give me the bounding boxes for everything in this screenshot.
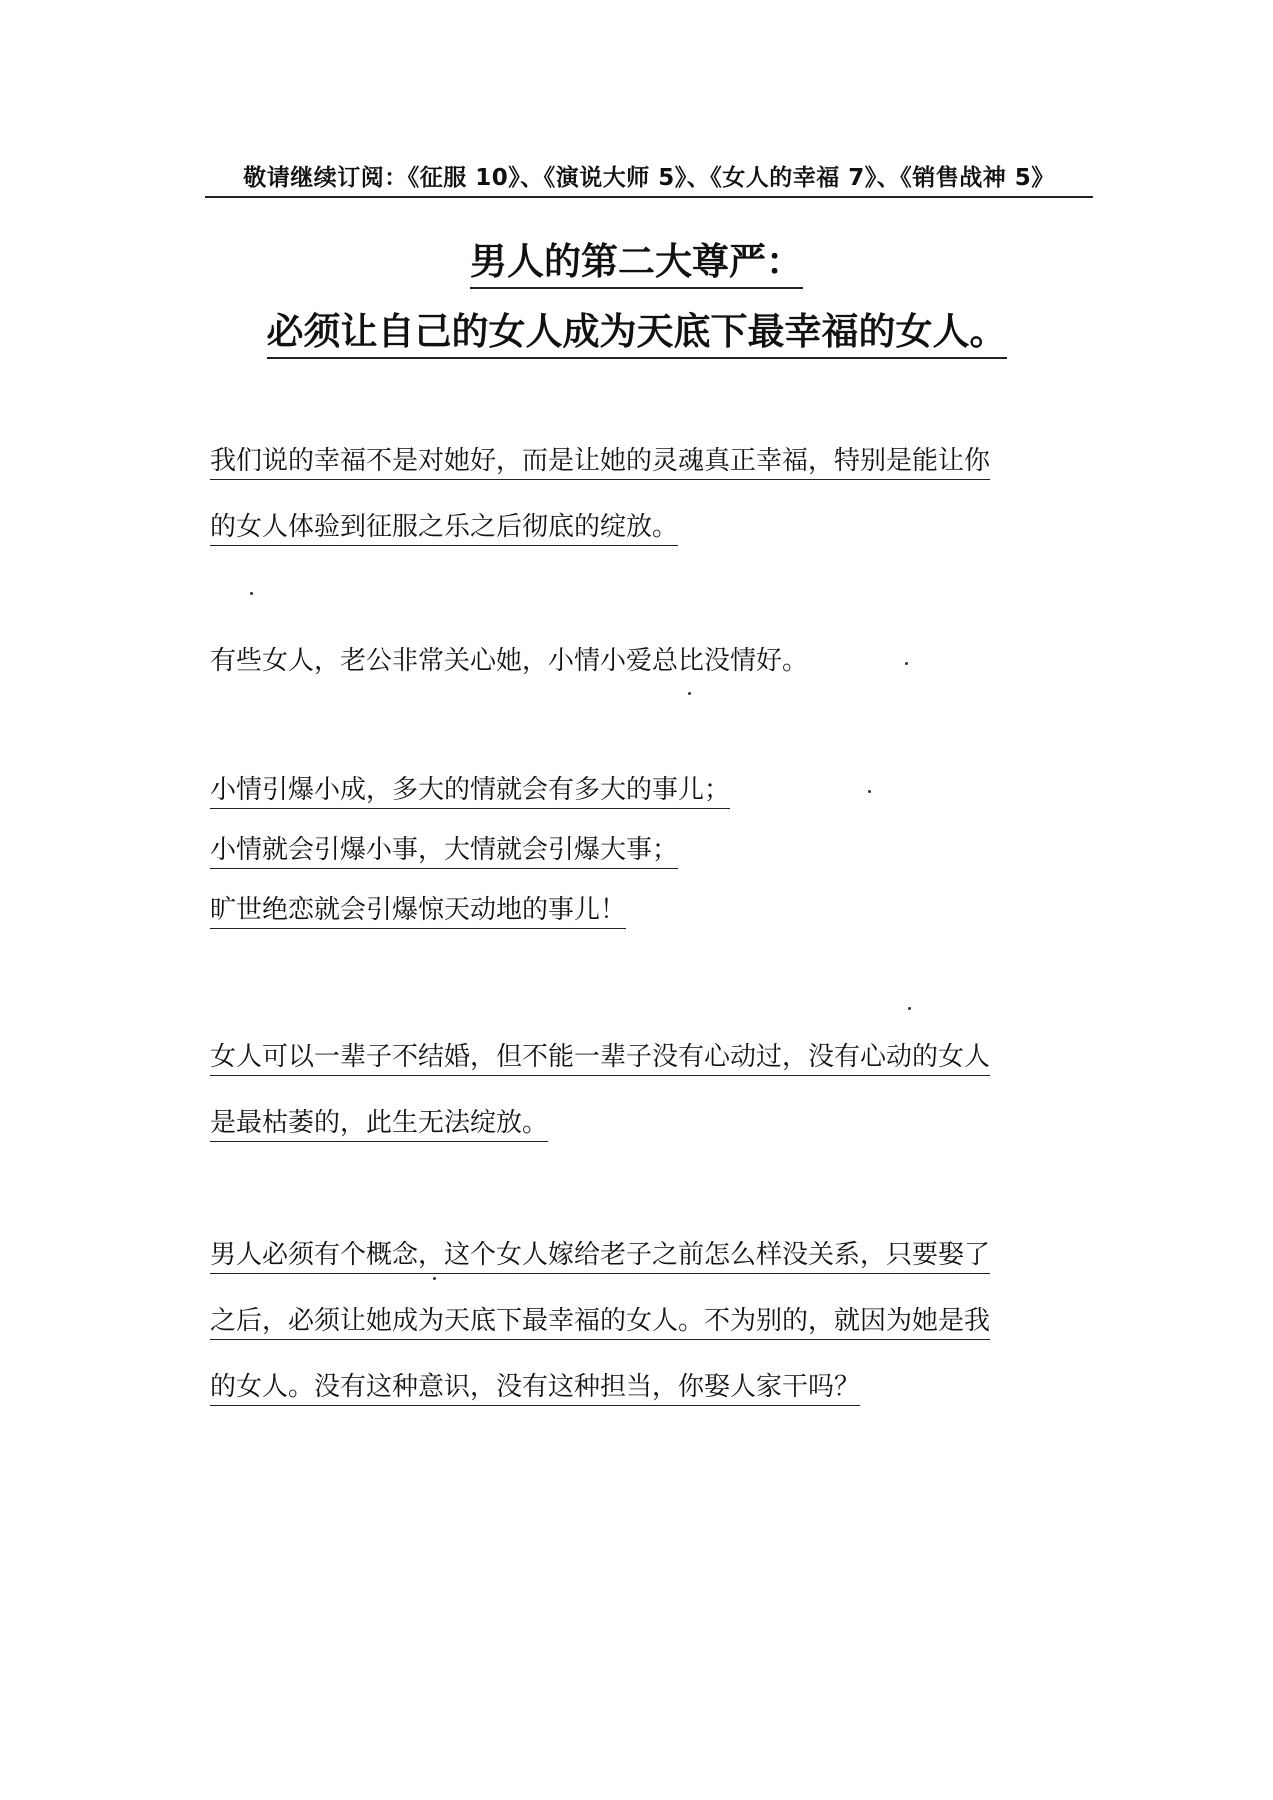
paragraph-line: 旷世绝恋就会引爆惊天动地的事儿！ xyxy=(210,880,1090,940)
paragraph-line: 我们说的幸福不是对她好，而是让她的灵魂真正幸福，特别是能让你 xyxy=(210,428,1090,494)
title-line-1 xyxy=(0,238,1273,286)
paragraph-line: 的女人。没有这种意识，没有这种担当，你娶人家干吗？ xyxy=(210,1354,1090,1420)
scan-speck xyxy=(905,662,908,665)
paragraph-line: 女人可以一辈子不结婚，但不能一辈子没有心动过，没有心动的女人 xyxy=(210,1024,1090,1090)
paragraph-3 xyxy=(210,760,1090,940)
scan-speck xyxy=(688,692,691,695)
title-line-2 xyxy=(0,308,1273,356)
scan-speck xyxy=(433,1277,436,1280)
title-text-2: 必须让自己的女人成为天底下最幸福的女人。 xyxy=(267,310,1007,359)
paragraph-line: 有些女人，老公非常关心她，小情小爱总比没情好。 xyxy=(210,646,809,676)
subscription-header xyxy=(205,160,1093,198)
paragraph-2 xyxy=(210,628,1090,694)
scan-speck xyxy=(868,790,871,793)
paragraph-line: 的女人体验到征服之乐之后彻底的绽放。 xyxy=(210,494,1090,560)
paragraph-line: 之后，必须让她成为天底下最幸福的女人。不为别的，就因为她是我 xyxy=(210,1288,1090,1354)
paragraph-line: 小情就会引爆小事，大情就会引爆大事； xyxy=(210,820,1090,880)
subscription-text: 敬请继续订阅：《征服 10》、《演说大师 5》、《女人的幸福 7》、《销售战神 5》 xyxy=(243,165,1055,191)
paragraph-4 xyxy=(210,1024,1090,1156)
paragraph-line: 是最枯萎的，此生无法绽放。 xyxy=(210,1090,1090,1156)
scan-speck xyxy=(908,1007,911,1010)
paragraph-line: 小情引爆小成，多大的情就会有多大的事儿； xyxy=(210,760,1090,820)
title-text-1: 男人的第二大尊严： xyxy=(470,240,803,289)
paragraph-line: 男人必须有个概念，这个女人嫁给老子之前怎么样没关系，只要娶了 xyxy=(210,1222,1090,1288)
scan-speck xyxy=(250,592,253,595)
paragraph-1 xyxy=(210,428,1090,560)
paragraph-5 xyxy=(210,1222,1090,1420)
